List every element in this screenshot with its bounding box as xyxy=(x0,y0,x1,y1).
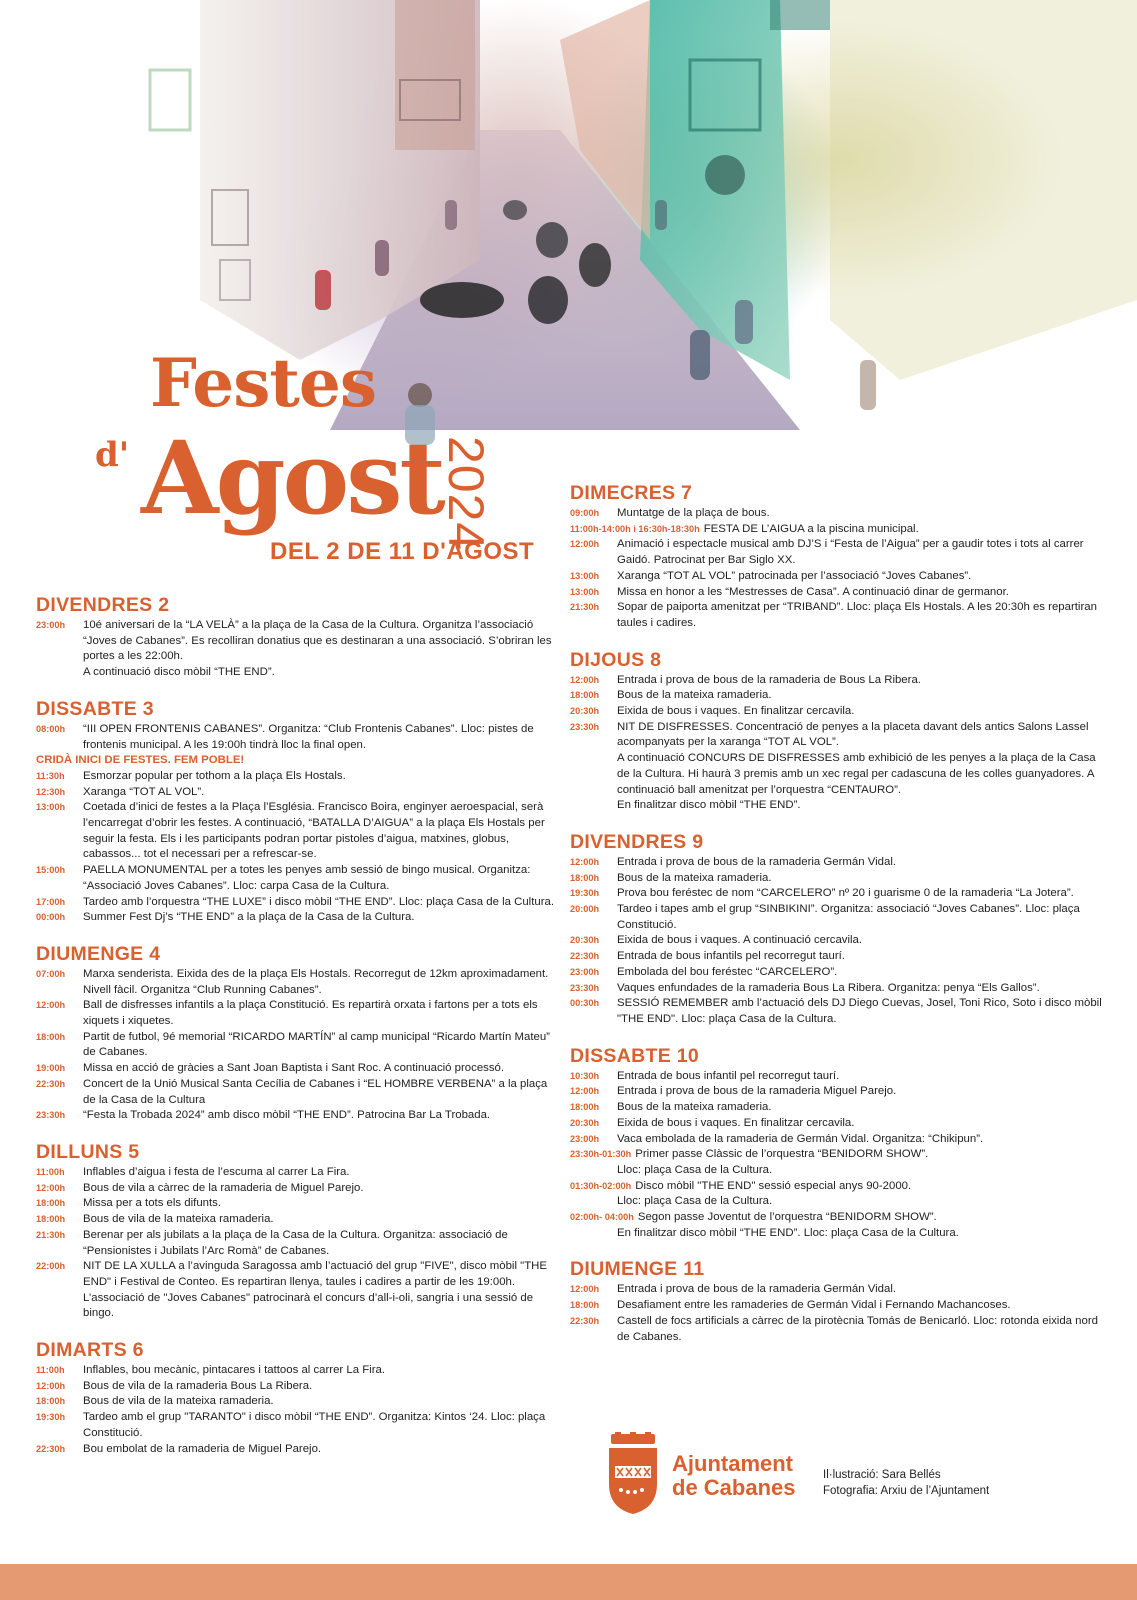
event-row xyxy=(570,522,1110,538)
event-row xyxy=(570,1147,1110,1163)
event-text: Entrada i prova de bous de la ramaderia de Bous La Ribera. xyxy=(617,673,921,686)
event-row xyxy=(36,1228,561,1259)
event-row xyxy=(36,785,561,801)
event-text: Tardeo amb el grup "TARANTO" i disco mòbil “THE END”. Organitza: Kintos ‘24. Lloc: plaça Constitució. xyxy=(83,1411,546,1439)
event-row xyxy=(36,769,561,785)
day-divendres-2 xyxy=(36,594,561,681)
event-time: 18:00h xyxy=(570,872,600,883)
event-time: 20:30h xyxy=(570,706,600,717)
title-agost xyxy=(105,419,443,537)
day-dimarts-6 xyxy=(36,1339,561,1457)
event-time: 13:00h xyxy=(36,802,66,813)
event-time: 23:00h xyxy=(36,620,66,630)
event-time: 18:00h xyxy=(36,1396,66,1407)
event-time: 23:00h xyxy=(570,966,600,977)
event-row xyxy=(570,1210,1110,1226)
event-time xyxy=(570,798,617,814)
event-row xyxy=(36,1108,561,1124)
event-time: 12:00h xyxy=(570,1086,600,1097)
event-row xyxy=(570,871,1110,887)
event-text: Coetada d’inici de festes a la Plaça l’Església. Francisco Boira, enginyer aeroespacial, serà l’encarregat d’obrir les festes. A continuació, “BATALLA D’AIGUA” a la plaça Els Hostals per seguir la festa. Els i les participants podran portar pistoles d’aigua, matxines, globus, cabassos... tot el necessari per a refrescar-se. xyxy=(83,801,545,861)
event-text: FESTA DE L’AIGUA a la piscina municipal. xyxy=(703,522,919,535)
event-row xyxy=(36,895,561,911)
day-dissabte-3 xyxy=(36,698,561,926)
event-time: 09:00h xyxy=(570,508,600,518)
event-text: Xaranga “TOT AL VOL”. xyxy=(83,785,205,798)
event-time: 13:00h xyxy=(570,570,600,581)
festival-title xyxy=(95,344,535,580)
event-text: Xaranga “TOT AL VOL” patrocinada per l’associació “Joves Cabanes”. xyxy=(617,569,972,582)
event-row xyxy=(570,965,1110,981)
event-text: A continuació CONCURS DE DISFRESSES amb exhibició de les penyes a la plaça de la Casa de la Cultura. Hi haurà 3 premis amb un xec regal per cadascuna de les colles guanyadores. A continuació ball amenitzat per l’orquestra “CENTAURO”. xyxy=(617,752,1096,796)
event-row xyxy=(570,600,1110,631)
event-text: Eixida de bous i vaques. A continuació cercavila. xyxy=(617,934,863,947)
event-time: 00:00h xyxy=(36,912,66,923)
event-time: 21:30h xyxy=(36,1229,66,1240)
event-text: A continuació disco mòbil “THE END”. xyxy=(83,666,275,679)
title-apostrophe: d' xyxy=(95,435,130,475)
event-text: “III OPEN FRONTENIS CABANES”. Organitza: “Club Frontenis Cabanes”. Lloc: pistes de frontenis municipal. A les 19:00h tindrà lloc la final open. xyxy=(83,722,534,751)
event-row xyxy=(570,1084,1110,1100)
day-title: DIUMENGE 11 xyxy=(570,1258,705,1281)
event-time xyxy=(36,665,83,681)
event-row xyxy=(570,1163,1110,1179)
event-row xyxy=(36,800,561,863)
event-row xyxy=(36,1442,561,1458)
event-time: 12:00h xyxy=(570,856,600,867)
event-time: 08:00h xyxy=(36,723,66,734)
event-time: 20:30h xyxy=(570,935,600,946)
schedule-left-column xyxy=(36,594,561,1474)
event-row xyxy=(36,1030,561,1061)
event-text: Prova bou feréstec de nom “CARCELERO” nº 20 i guarisme 0 de la ramaderia “La Jotera”. xyxy=(617,887,1074,900)
event-text: En finalitzar disco mòbil “THE END”. xyxy=(617,799,801,812)
credits xyxy=(823,1468,989,1499)
event-text: En finalitzar disco mòbil “THE END”. Lloc: plaça Casa de la Cultura. xyxy=(617,1226,959,1239)
event-text: NIT DE LA XULLA a l’avinguda Saragossa amb l’actuació del grup "FIVE", disco mòbil "THE END" i Festival de Conteo. Es repartiran llenya, taules i cadires a partir de les 19:00h. L’associació de "Joves Cabanes" patrocinarà el concurs d’all-i-oli, sangria i una sessió de bingo. xyxy=(83,1260,547,1320)
event-text: Bous de vila de la ramaderia Bous La Ribera. xyxy=(83,1379,313,1392)
event-time: 11:00h xyxy=(36,1166,65,1177)
day-divendres-9 xyxy=(570,831,1110,1028)
day-title: DISSABTE 3 xyxy=(36,697,154,720)
event-text: 10é aniversari de la “LA VELÀ” a la plaça de la Casa de la Cultura. Organitza l’associació “Joves de Cabanes”. Es recolliran donatius que es destinaran a una associació. S’obriran les portes a les 22:00h. xyxy=(83,619,552,663)
event-row xyxy=(570,704,1110,720)
event-text: Eixida de bous i vaques. En finalitzar cercavila. xyxy=(617,705,855,718)
event-time: 22:30h xyxy=(570,1315,600,1326)
event-time: 12:30h xyxy=(36,786,66,797)
event-time: 23:00h xyxy=(570,1133,600,1144)
event-time: 13:00h xyxy=(570,586,600,597)
event-time: 23:30h-01:30h xyxy=(570,1149,632,1160)
event-text: Tardeo i tapes amb el grup “SINBIKINI”. Organitza: associació “Joves Cabanes”. Lloc: plaça Constitució. xyxy=(617,903,1080,931)
event-text: Marxa senderista. Eixida des de la plaça Els Hostals. Recorregut de 12km aproximadament. Nivell fàcil. Organitza “Club Running Cabanes”. xyxy=(83,967,549,996)
event-row xyxy=(570,537,1110,568)
event-row xyxy=(36,1061,561,1077)
event-text: Entrada i prova de bous de la ramaderia Germán Vidal. xyxy=(617,1283,897,1296)
day-dilluns-5 xyxy=(36,1141,561,1322)
town-hall-line2: de Cabanes xyxy=(672,1475,796,1500)
event-row xyxy=(570,996,1110,1027)
event-text: Entrada de bous infantils pel recorregut taurí. xyxy=(617,950,845,963)
event-row xyxy=(570,506,1110,522)
event-text: Concert de la Unió Musical Santa Cecília de Cabanes i “EL HOMBRE VERBENA” a la plaça de la Casa de la Cultura xyxy=(83,1077,548,1106)
event-time: 12:00h xyxy=(36,1182,66,1193)
town-hall-line1: Ajuntament xyxy=(672,1451,793,1476)
event-time: 18:00h xyxy=(36,1031,66,1042)
event-text: Desafiament entre les ramaderies de Germán Vidal i Fernando Machancoses. xyxy=(617,1299,1011,1312)
event-row xyxy=(570,1132,1110,1148)
title-festes: Festes xyxy=(150,344,377,422)
event-text: Missa en acció de gràcies a Sant Joan Baptista i Sant Roc. A continuació processó. xyxy=(83,1062,505,1075)
title-agost-text: Agost xyxy=(141,419,443,537)
event-text: Berenar per als jubilats a la plaça de la Casa de la Cultura. Organitza: associació de “Pensionistes i Jubilats l’Arc Romà” de Cabanes. xyxy=(83,1228,508,1257)
event-row xyxy=(36,1379,561,1395)
event-time: 23:30h xyxy=(570,721,600,732)
event-row xyxy=(36,910,561,926)
event-row xyxy=(570,855,1110,871)
event-row xyxy=(36,1196,561,1212)
event-text: Tardeo amb l’orquestra “THE LUXE” i disco mòbil “THE END”. Lloc: plaça Casa de la Cultura. xyxy=(83,895,554,908)
event-row xyxy=(570,933,1110,949)
event-row xyxy=(570,569,1110,585)
event-time: 01:30h-02:00h xyxy=(570,1180,632,1191)
footer-bar xyxy=(0,1564,1137,1600)
event-text: Muntatge de la plaça de bous. xyxy=(617,507,770,519)
event-row xyxy=(570,688,1110,704)
day-title: DILLUNS 5 xyxy=(36,1140,140,1163)
event-time: 20:30h xyxy=(570,1117,600,1128)
event-time: 21:30h xyxy=(570,602,600,613)
event-time: 19:30h xyxy=(36,1412,66,1423)
event-time: 11:00h-14:00h i 16:30h-18:30h xyxy=(570,523,700,534)
event-time: 12:00h xyxy=(36,1000,66,1011)
event-text: Vaca embolada de la ramaderia de Germán Vidal. Organitza: “Chikipun”. xyxy=(617,1132,984,1145)
event-text: Entrada i prova de bous de la ramaderia Germán Vidal. xyxy=(617,855,897,868)
event-time: 22:30h xyxy=(36,1443,66,1454)
event-text: Embolada del bou feréstec “CARCELERO”. xyxy=(617,965,838,978)
event-text: Lloc: plaça Casa de la Cultura. xyxy=(617,1195,773,1208)
event-text: SESSIÓ REMEMBER amb l’actuació dels DJ Diego Cuevas, Josel, Toni Rico, Soto i disco mòbil "THE END". Lloc: plaça Casa de la Cultura. xyxy=(617,997,1102,1025)
event-time xyxy=(570,751,617,798)
event-text: Ball de disfresses infantils a la plaça Constitució. Es repartirà orxata i fartons per a tots els xiquets i xiquetes. xyxy=(83,999,538,1028)
day-title: DISSABTE 10 xyxy=(570,1044,700,1067)
event-row xyxy=(36,863,561,894)
event-row xyxy=(570,798,1110,814)
event-text: Inflables, bou mecànic, pintacares i tattoos al carrer La Fira. xyxy=(83,1364,385,1377)
event-time: 07:00h xyxy=(36,968,66,979)
photo-credit: Fotografia: Arxiu de l’Ajuntament xyxy=(823,1484,990,1497)
event-text: Inflables d’aigua i festa de l’escuma al carrer La Fira. xyxy=(83,1165,350,1178)
event-text: Lloc: plaça Casa de la Cultura. xyxy=(617,1163,773,1176)
event-time: 11:30h xyxy=(36,770,65,781)
day-dissabte-10 xyxy=(570,1045,1110,1242)
event-text: Bous de la mateixa ramaderia. xyxy=(617,689,772,702)
event-time xyxy=(570,1194,617,1210)
event-text: Summer Fest Dj’s “THE END” a la plaça de la Casa de la Cultura. xyxy=(83,911,415,924)
event-text: PAELLA MONUMENTAL per a totes les penyes amb sessió de bingo musical. Organitza: “Associació Joves Cabanes”. Lloc: carpa Casa de la Cultura. xyxy=(83,864,531,892)
event-row xyxy=(570,720,1110,751)
day-diumenge-4 xyxy=(36,943,561,1124)
event-row xyxy=(36,1259,561,1322)
schedule-right-column xyxy=(570,482,1110,1362)
event-time: 00:30h xyxy=(570,998,600,1009)
event-text: Bous de la mateixa ramaderia. xyxy=(617,871,772,884)
event-row xyxy=(36,722,561,753)
day-dimecres-7 xyxy=(570,482,1110,632)
event-row xyxy=(570,1116,1110,1132)
event-text: Entrada de bous infantil pel recorregut taurí. xyxy=(617,1069,840,1082)
event-time xyxy=(570,1163,617,1179)
footer-logo-area xyxy=(605,1432,1075,1512)
event-row xyxy=(36,618,561,665)
event-row xyxy=(570,1314,1110,1345)
event-row xyxy=(570,886,1110,902)
highlight-announcement: CRIDÀ INICI DE FESTES. FEM POBLE! xyxy=(36,754,245,767)
event-time: 20:00h xyxy=(570,904,600,915)
day-title: DIVENDRES 2 xyxy=(36,594,170,616)
event-row xyxy=(570,1069,1110,1085)
event-text: Castell de focs artificials a càrrec de la pirotècnia Tomás de Benicarló. Lloc: rotonda eixida nord de Cabanes. xyxy=(617,1314,1098,1343)
event-row xyxy=(570,1282,1110,1298)
event-time: 12:00h xyxy=(570,674,600,685)
event-time: 18:00h xyxy=(570,690,600,701)
event-time: 12:00h xyxy=(570,1284,600,1295)
title-year-text: 2024 xyxy=(438,436,494,552)
event-text: Partit de futbol, 9é memorial “RICARDO MARTÍN” al camp municipal “Ricardo Martín Mateu” de Cabanes. xyxy=(83,1030,550,1059)
event-row xyxy=(36,1410,561,1441)
event-row xyxy=(36,665,561,681)
event-time: 19:00h xyxy=(36,1063,66,1074)
illustration-credit: Il·lustració: Sara Bellés xyxy=(823,1469,941,1481)
event-text: Sopar de paiporta amenitzat per “TRIBAND”. Lloc: plaça Els Hostals. A les 20:30h es repartiran taules i cadires. xyxy=(617,601,1097,629)
event-row xyxy=(570,1179,1110,1195)
event-text: Entrada i prova de bous de la ramaderia Miguel Parejo. xyxy=(617,1085,897,1098)
event-row xyxy=(36,1077,561,1108)
event-text: Missa per a tots els difunts. xyxy=(83,1197,222,1210)
event-row xyxy=(36,1363,561,1379)
event-time: 23:30h xyxy=(570,982,600,993)
event-text: Esmorzar popular per tothom a la plaça Els Hostals. xyxy=(83,769,346,782)
event-row xyxy=(570,1226,1110,1242)
event-row xyxy=(36,1181,561,1197)
town-crest-icon xyxy=(605,1432,661,1516)
day-title: DIJOUS 8 xyxy=(570,648,662,671)
event-text: Animació i espectacle musical amb DJ’S i “Festa de l’Aigua” per a gaudir totes i tots al carrer Gaidó. Patrocinat per Bar Siglo XX. xyxy=(617,538,1084,567)
event-row xyxy=(36,1212,561,1228)
event-row xyxy=(36,967,561,998)
event-time: 12:00h xyxy=(570,539,600,550)
event-text: Bou embolat de la ramaderia de Miguel Parejo. xyxy=(83,1442,322,1455)
event-row xyxy=(570,1298,1110,1314)
event-text: Bous de vila a càrrec de la ramaderia de Miguel Parejo. xyxy=(83,1181,364,1194)
event-text: Eixida de bous i vaques. En finalitzar cercavila. xyxy=(617,1116,855,1129)
event-time: 18:00h xyxy=(36,1214,66,1225)
event-time: 22:30h xyxy=(36,1078,66,1089)
event-text: Vaques enfundades de la ramaderia Bous La Ribera. Organitza: penya “Els Gallos”. xyxy=(617,981,1040,994)
event-text: Bous de la mateixa ramaderia. xyxy=(617,1101,772,1114)
event-time: 19:30h xyxy=(570,888,600,899)
town-hall-name xyxy=(672,1452,796,1500)
event-row xyxy=(570,1100,1110,1116)
event-time: 15:00h xyxy=(36,865,66,876)
event-time: 10:30h xyxy=(570,1070,600,1081)
event-row xyxy=(570,585,1110,601)
event-time xyxy=(570,1226,617,1242)
event-row xyxy=(570,673,1110,689)
event-text: “Festa la Trobada 2024” amb disco mòbil “THE END”. Patrocina Bar La Trobada. xyxy=(83,1109,491,1122)
day-diumenge-11 xyxy=(570,1258,1110,1345)
event-time: 18:00h xyxy=(570,1300,600,1311)
event-text: Disco mòbil "THE END" sessió especial anys 90-2000. xyxy=(635,1179,912,1192)
event-row xyxy=(570,751,1110,798)
event-time: 22:30h xyxy=(570,951,600,962)
day-title: DIVENDRES 9 xyxy=(570,830,704,853)
event-time: 11:00h xyxy=(36,1365,65,1376)
event-text: Segon passe Joventut de l’orquestra “BENIDORM SHOW”. xyxy=(637,1211,937,1224)
festival-dates: DEL 2 DE 11 D'AGOST xyxy=(270,538,535,565)
event-text: Bous de vila de la mateixa ramaderia. xyxy=(83,1395,274,1408)
event-row xyxy=(36,1165,561,1181)
event-row xyxy=(570,981,1110,997)
event-time: 02:00h- 04:00h xyxy=(570,1212,634,1223)
event-row xyxy=(570,902,1110,933)
event-time: 18:00h xyxy=(36,1198,66,1209)
day-dijous-8 xyxy=(570,649,1110,814)
day-title: DIMARTS 6 xyxy=(36,1339,144,1362)
event-text: NIT DE DISFRESSES. Concentració de penyes a la placeta davant dels antics Salons Lassel acompanyats per la xaranga “TOT AL VOL”. xyxy=(617,720,1089,749)
event-time: 22:00h xyxy=(36,1261,66,1272)
event-row xyxy=(570,949,1110,965)
event-row xyxy=(36,1394,561,1410)
event-row xyxy=(570,1194,1110,1210)
event-time: 17:00h xyxy=(36,896,66,907)
day-title: DIMECRES 7 xyxy=(570,482,693,504)
event-row xyxy=(36,998,561,1029)
event-text: Primer passe Clàssic de l’orquestra “BENIDORM SHOW”. xyxy=(635,1148,929,1161)
event-time: 23:30h xyxy=(36,1110,66,1121)
day-title: DIUMENGE 4 xyxy=(36,942,161,965)
event-text: Missa en honor a les “Mestresses de Casa”. A continuació dinar de germanor. xyxy=(617,585,1009,598)
event-time: 12:00h xyxy=(36,1380,66,1391)
event-text: Bous de vila de la mateixa ramaderia. xyxy=(83,1213,274,1226)
event-time: 18:00h xyxy=(570,1102,600,1113)
